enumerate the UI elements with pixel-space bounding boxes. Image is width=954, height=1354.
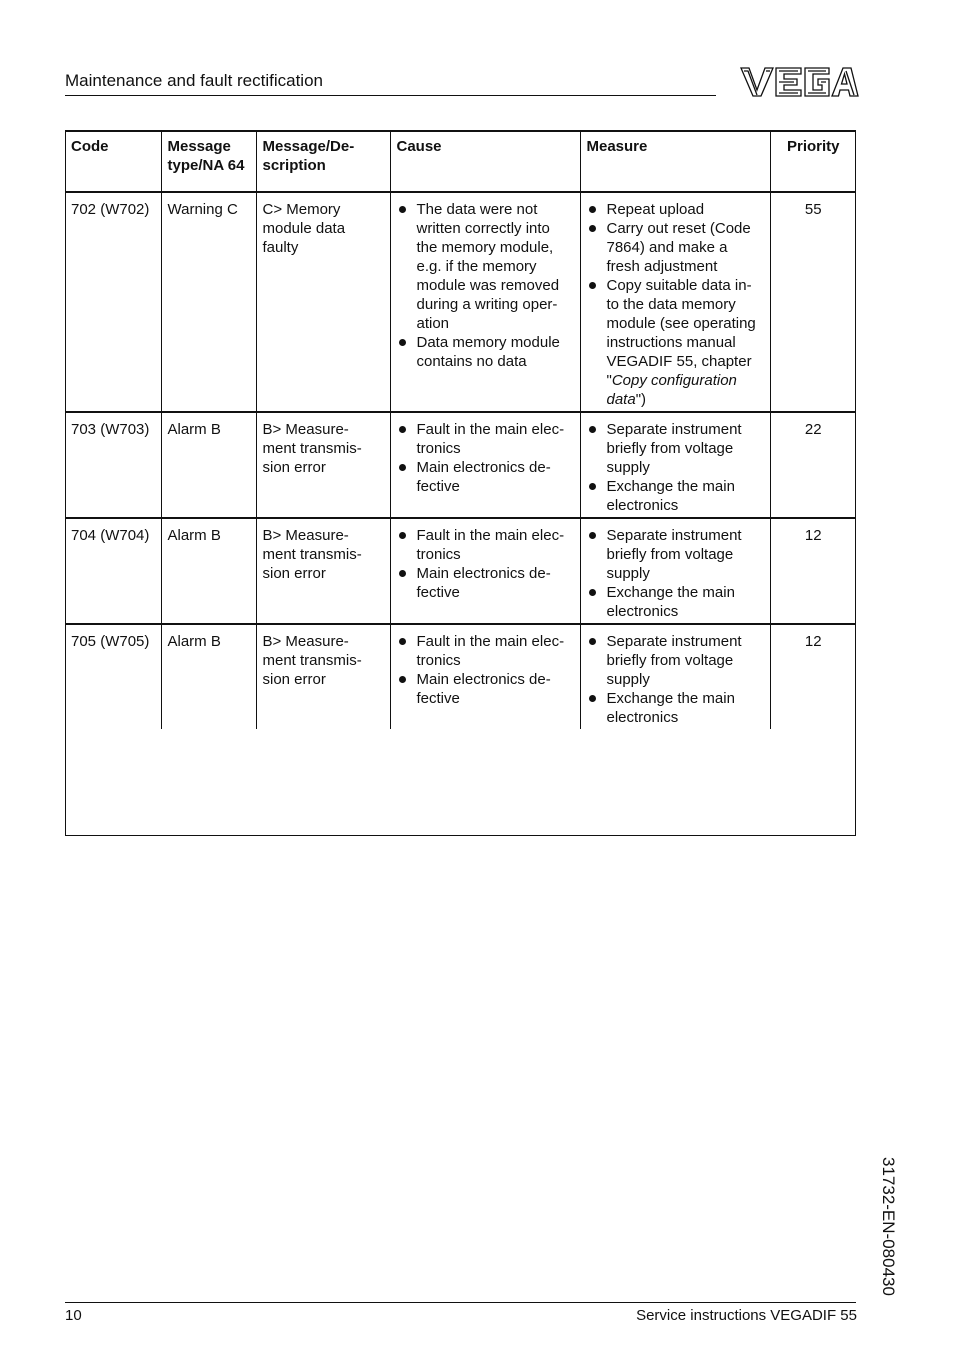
cause-item: Main electronics de- fective <box>397 458 574 496</box>
measure-list <box>587 526 764 621</box>
cell-measure <box>580 412 770 518</box>
cause-list <box>397 632 574 708</box>
cause-list <box>397 200 574 371</box>
measure-item: Separate instrument briefly from voltage supply <box>587 526 764 583</box>
vega-logo-icon <box>739 64 859 100</box>
cell-priority: 12 <box>770 518 856 624</box>
table-row <box>65 412 856 518</box>
cause-item: Fault in the main elec- tronics <box>397 632 574 670</box>
column-header-description: Message/De- scription <box>256 130 390 192</box>
cell-message-type: Alarm B <box>161 518 256 624</box>
header-rule <box>65 95 716 96</box>
cell-code: 702 (W702) <box>71 201 150 218</box>
column-header-message-type: Message type/NA 64 <box>161 130 256 192</box>
section-title: Maintenance and fault rectification <box>65 71 323 90</box>
measure-list <box>587 632 764 727</box>
cell-description: B> Measure- ment transmis- sion error <box>256 518 390 624</box>
column-header-cause: Cause <box>390 130 580 192</box>
measure-item: Separate instrument briefly from voltage supply <box>587 420 764 477</box>
column-header-measure: Measure <box>580 130 770 192</box>
cell-description: B> Measure- ment transmis- sion error <box>256 412 390 518</box>
cause-item: Fault in the main elec- tronics <box>397 526 574 564</box>
cause-item: Main electronics de- fective <box>397 670 574 708</box>
cell-cause <box>390 412 580 518</box>
cause-item: Data memory module contains no data <box>397 333 574 371</box>
measure-item <box>587 276 764 409</box>
cell-cause <box>390 192 580 412</box>
cell-message-type: Warning C <box>161 192 256 412</box>
cell-priority: 22 <box>770 412 856 518</box>
cause-item: The data were not written correctly into the memory module, e.g. if the memory module was removed during a writing oper- ation <box>397 200 574 333</box>
measure-item: Exchange the main electronics <box>587 477 764 515</box>
cell-code: 704 (W704) <box>71 527 150 544</box>
cell-measure <box>580 518 770 624</box>
cause-item: Fault in the main elec- tronics <box>397 420 574 458</box>
measure-item: Separate instrument briefly from voltage supply <box>587 632 764 689</box>
footer-rule <box>65 1302 856 1303</box>
cell-message-type: Alarm B <box>161 412 256 518</box>
measure-list <box>587 200 764 409</box>
column-header-priority: Priority <box>770 130 856 192</box>
table-row <box>65 624 856 729</box>
cell-cause <box>390 518 580 624</box>
page-number: 10 <box>65 1307 82 1324</box>
document-code: 31732-EN-080430 <box>879 1157 898 1296</box>
measure-list <box>587 420 764 515</box>
cell-measure <box>580 192 770 412</box>
measure-text: Copy suitable data in- to the data memory module (see operating instructions manual VEGADIF 55, chapter " <box>606 277 756 389</box>
document-title: Service instructions VEGADIF 55 <box>636 1307 857 1324</box>
table-row <box>65 518 856 624</box>
cell-code: 705 (W705) <box>71 633 150 650</box>
cell-description: B> Measure- ment transmis- sion error <box>256 624 390 729</box>
cell-priority: 12 <box>770 624 856 729</box>
cell-measure <box>580 624 770 729</box>
column-header-code: Code <box>65 130 161 192</box>
fault-table <box>65 130 856 729</box>
cause-list <box>397 526 574 602</box>
cell-message-type: Alarm B <box>161 624 256 729</box>
table-header-row <box>65 130 856 192</box>
measure-item: Repeat upload <box>587 200 764 219</box>
cause-item: Main electronics de- fective <box>397 564 574 602</box>
cause-list <box>397 420 574 496</box>
table-row <box>65 192 856 412</box>
chapter-reference: Copy configuration data <box>606 372 737 408</box>
measure-item: Exchange the main electronics <box>587 583 764 621</box>
cell-priority: 55 <box>770 192 856 412</box>
measure-text-end: ") <box>635 391 647 408</box>
measure-item: Carry out reset (Code 7864) and make a fresh adjustment <box>587 219 764 276</box>
cell-description: C> Memory module data faulty <box>256 192 390 412</box>
cell-code: 703 (W703) <box>71 421 150 438</box>
measure-item: Exchange the main electronics <box>587 689 764 727</box>
cell-cause <box>390 624 580 729</box>
